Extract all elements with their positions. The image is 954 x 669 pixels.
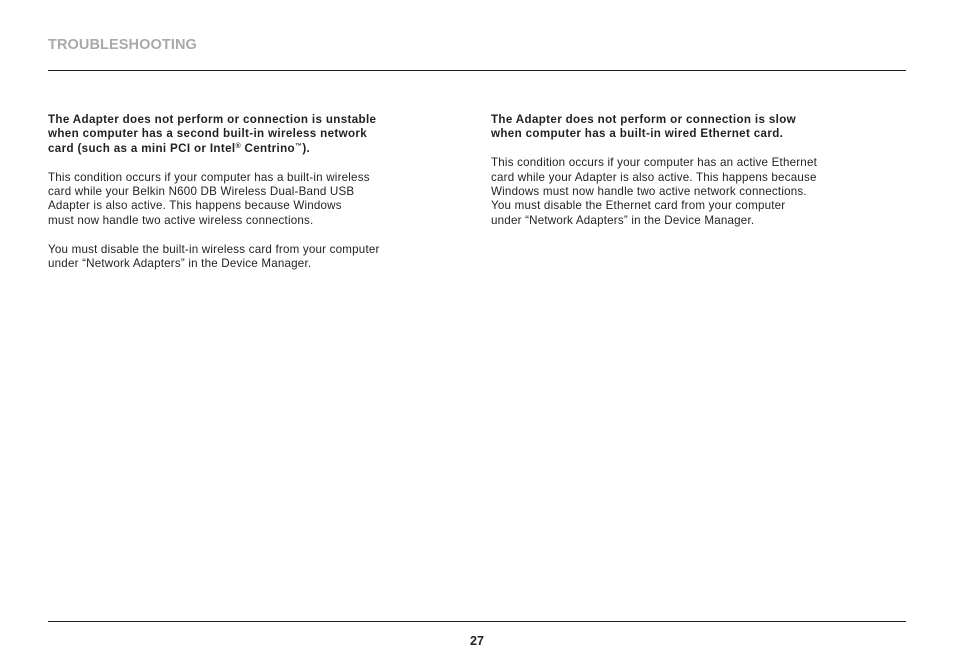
right-heading-line-2: when computer has a built-in wired Ethernet card. bbox=[491, 127, 784, 141]
right-p1-line-5: under “Network Adapters” in the Device Manager. bbox=[491, 213, 755, 227]
right-paragraph-1 bbox=[491, 156, 871, 228]
left-p2-line-2: under “Network Adapters” in the Device Manager. bbox=[48, 257, 312, 271]
left-paragraph-2 bbox=[48, 243, 428, 272]
left-heading bbox=[48, 113, 428, 156]
section-title: TROUBLESHOOTING bbox=[48, 37, 197, 53]
right-p1-line-3: Windows must now handle two active network connections. bbox=[491, 185, 807, 199]
header-divider bbox=[48, 70, 906, 71]
right-heading-line-1: The Adapter does not perform or connection is slow bbox=[491, 113, 797, 126]
left-p1-line-2: card while your Belkin N600 DB Wireless Dual-Band USB bbox=[48, 185, 355, 199]
page-number: 27 bbox=[470, 634, 484, 648]
left-paragraph-1 bbox=[48, 171, 428, 229]
right-p1-line-4: You must disable the Ethernet card from your computer bbox=[491, 199, 786, 213]
left-heading-line-3: card (such as a mini PCI or Intel bbox=[48, 141, 236, 155]
registered-mark: ® bbox=[235, 142, 241, 150]
right-p1-line-2: card while your Adapter is also active. This happens because bbox=[491, 170, 817, 184]
left-heading-line-3c: ). bbox=[302, 141, 311, 155]
left-column bbox=[48, 113, 428, 286]
footer-divider bbox=[48, 621, 906, 622]
right-column bbox=[491, 113, 871, 243]
left-p1-line-4: must now handle two active wireless connections. bbox=[48, 213, 314, 227]
left-heading-line-1: The Adapter does not perform or connection is unstable bbox=[48, 113, 377, 126]
left-p2-line-1: You must disable the built-in wireless card from your computer bbox=[48, 242, 380, 256]
left-heading-line-3b: Centrino bbox=[240, 141, 295, 155]
trademark-mark: ™ bbox=[294, 142, 303, 150]
left-p1-line-3: Adapter is also active. This happens because Windows bbox=[48, 199, 342, 213]
left-heading-line-2: when computer has a second built-in wireless network bbox=[48, 127, 368, 141]
right-p1-line-1: This condition occurs if your computer has an active Ethernet bbox=[491, 156, 818, 170]
right-heading bbox=[491, 113, 871, 142]
left-p1-line-1: This condition occurs if your computer has a built-in wireless bbox=[48, 170, 370, 184]
